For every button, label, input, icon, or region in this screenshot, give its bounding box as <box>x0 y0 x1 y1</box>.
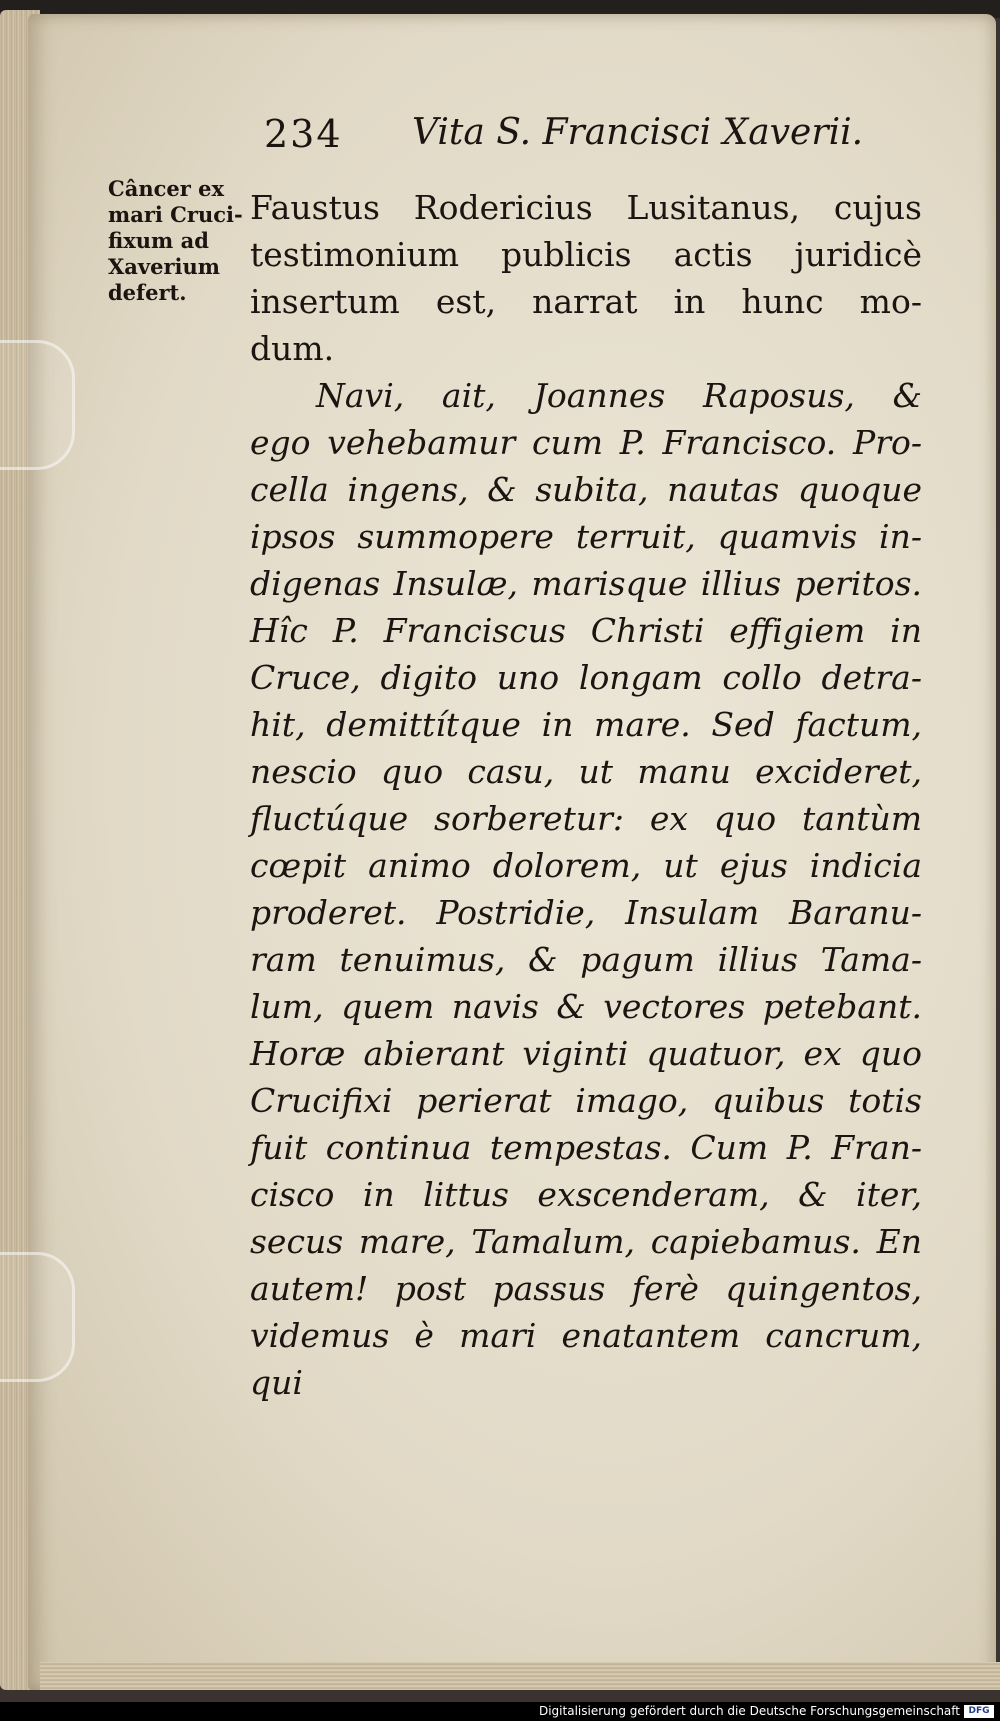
text-line: hit, demittítque in mare. Sed factum, <box>250 705 922 744</box>
marginal-note <box>108 176 258 306</box>
marginal-note-line: Xaverium <box>108 254 220 279</box>
text-line: fuit continua tempestas. Cum P. Fran- <box>250 1128 922 1167</box>
text-line: Faustus Rodericius Lusitanus, cujus <box>250 188 922 227</box>
text-line: Navi, ait, Joannes Raposus, & <box>316 376 922 415</box>
dfg-logo: DFG <box>964 1705 994 1718</box>
text-line: lum, quem navis & vectores petebant. <box>250 987 922 1026</box>
catchword: qui <box>250 1363 303 1402</box>
text-line: Horæ abierant viginti quatuor, ex quo <box>250 1034 922 1073</box>
text-line: testimonium publicis actis juridicè <box>250 235 922 274</box>
text-line: Hîc P. Franciscus Christi effigiem in <box>250 611 922 650</box>
text-line: cella ingens, & subita, nautas quoque <box>250 470 922 509</box>
running-title: Vita S. Francisci Xaverii. <box>412 112 864 153</box>
body-text <box>250 184 922 1406</box>
page-header <box>0 112 1000 162</box>
text-line: cœpit animo dolorem, ut ejus indicia <box>250 846 922 885</box>
text-line: ego vehebamur cum P. Francisco. Pro- <box>250 423 922 462</box>
digitization-footer <box>0 1702 1000 1721</box>
marginal-note-line: defert. <box>108 280 187 305</box>
paragraph-testimony <box>250 372 922 1406</box>
page-clip-top <box>0 340 75 470</box>
text-line: nescio quo casu, ut manu excideret, <box>250 752 922 791</box>
text-line: ram tenuimus, & pagum illius Tama- <box>250 940 922 979</box>
text-line: Cruce, digito uno longam collo detra- <box>250 658 922 697</box>
text-line: dum. <box>250 329 335 368</box>
text-line: Crucifixi perierat imago, quibus totis <box>250 1081 922 1120</box>
text-line: cisco in littus exscenderam, & iter, <box>250 1175 922 1214</box>
text-line: proderet. Postridie, Insulam Baranu- <box>250 893 922 932</box>
page-clip-bottom <box>0 1252 75 1382</box>
marginal-note-line: mari Cruci- <box>108 202 243 227</box>
text-line: autem! post passus ferè quingentos, <box>250 1269 922 1308</box>
book-bottom-edges <box>40 1662 1000 1690</box>
text-line: digenas Insulæ, marisque illius peritos. <box>250 564 922 603</box>
text-line: secus mare, Tamalum, capiebamus. En <box>250 1222 922 1261</box>
text-line: insertum est, narrat in hunc mo- <box>250 282 922 321</box>
marginal-note-line: Câncer ex <box>108 176 224 201</box>
footer-credit: Digitalisierung gefördert durch die Deutsche Forschungsgemeinschaft <box>538 1704 960 1718</box>
paragraph-intro <box>250 184 922 372</box>
marginal-note-line: fixum ad <box>108 228 209 253</box>
page-number: 234 <box>264 112 343 156</box>
text-line: fluctúque sorberetur: ex quo tantùm <box>250 799 922 838</box>
text-line: videmus è mari enatantem cancrum, <box>250 1316 922 1355</box>
text-line: ipsos summopere terruit, quamvis in- <box>250 517 922 556</box>
